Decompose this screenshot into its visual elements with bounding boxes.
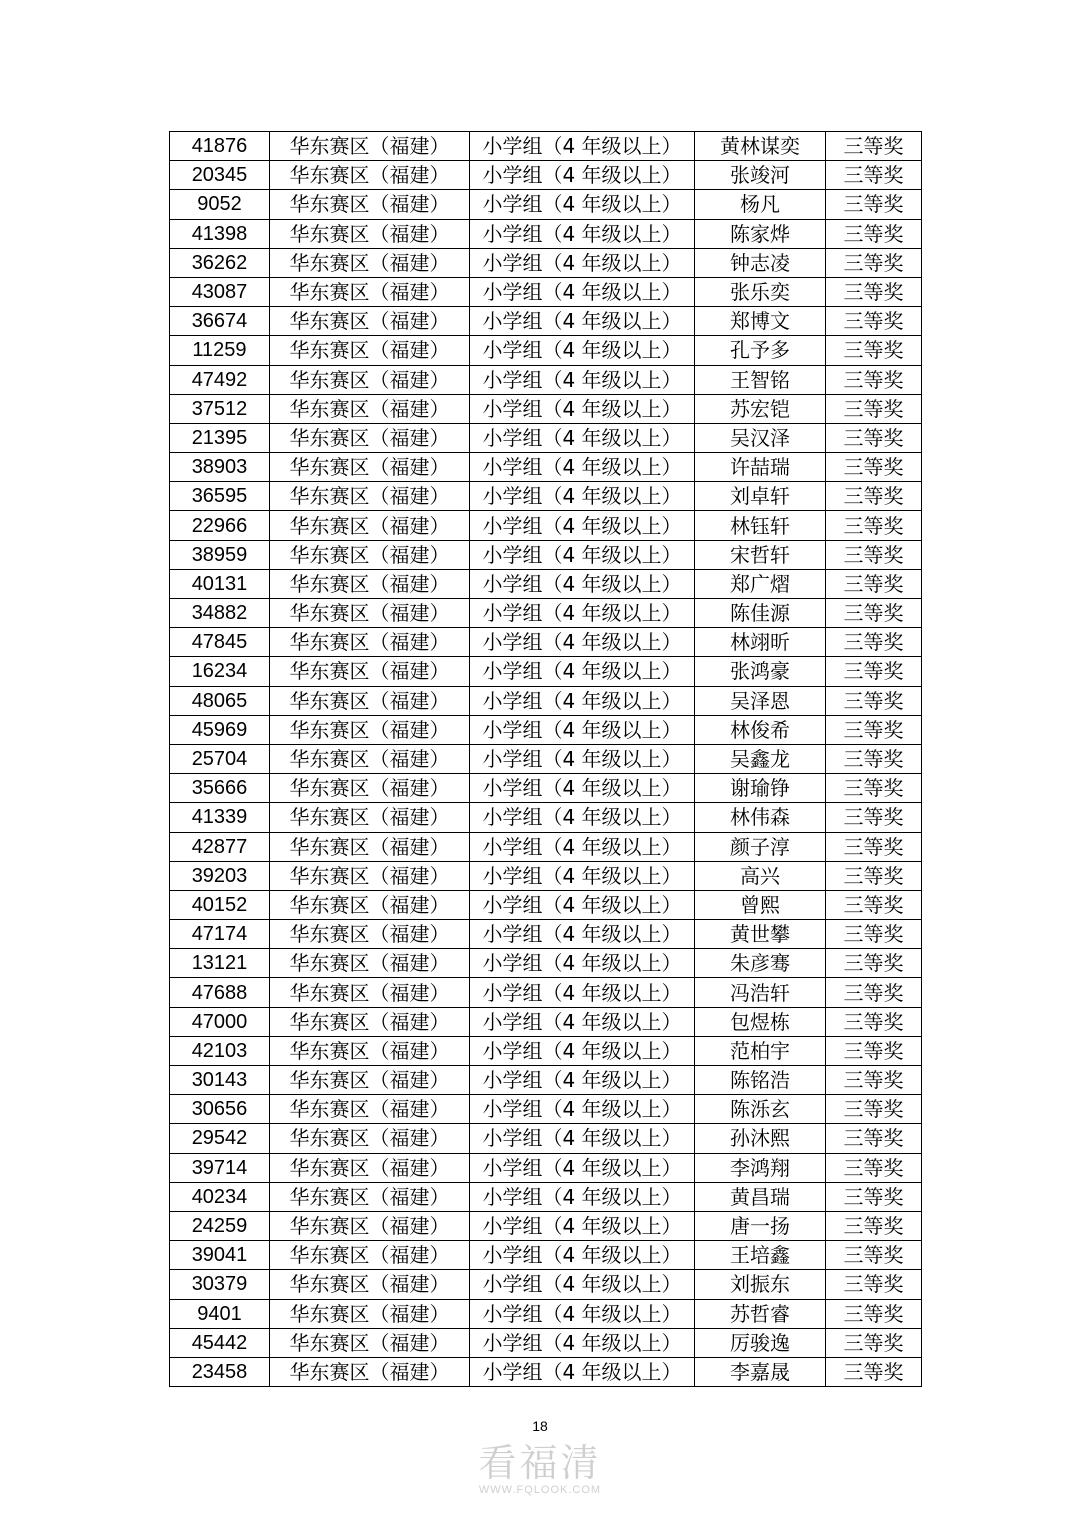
name-cell: 冯浩轩 [695, 978, 826, 1007]
participant-id-cell: 39714 [170, 1153, 270, 1182]
name-cell: 钟志凌 [695, 248, 826, 277]
region-cell: 华东赛区（福建） [270, 511, 470, 540]
group-cell: 小学组（4 年级以上） [470, 190, 695, 219]
name-cell: 范柏宇 [695, 1036, 826, 1065]
award-cell: 三等奖 [826, 1299, 922, 1328]
region-cell: 华东赛区（福建） [270, 190, 470, 219]
group-cell: 小学组（4 年级以上） [470, 774, 695, 803]
region-cell: 华东赛区（福建） [270, 540, 470, 569]
name-cell: 宋哲轩 [695, 540, 826, 569]
region-cell: 华东赛区（福建） [270, 394, 470, 423]
region-cell: 华东赛区（福建） [270, 628, 470, 657]
name-cell: 李嘉晟 [695, 1357, 826, 1386]
name-cell: 吴泽恩 [695, 686, 826, 715]
page-number: 18 [532, 1418, 548, 1434]
participant-id-cell: 9401 [170, 1299, 270, 1328]
region-cell: 华东赛区（福建） [270, 1182, 470, 1211]
award-cell: 三等奖 [826, 1270, 922, 1299]
group-cell: 小学组（4 年级以上） [470, 161, 695, 190]
region-cell: 华东赛区（福建） [270, 365, 470, 394]
participant-id-cell: 16234 [170, 657, 270, 686]
group-cell: 小学组（4 年级以上） [470, 715, 695, 744]
name-cell: 孙沐熙 [695, 1124, 826, 1153]
group-cell: 小学组（4 年级以上） [470, 949, 695, 978]
award-cell: 三等奖 [826, 628, 922, 657]
name-cell: 许喆瑞 [695, 453, 826, 482]
name-cell: 李鸿翔 [695, 1153, 826, 1182]
region-cell: 华东赛区（福建） [270, 1241, 470, 1270]
award-cell: 三等奖 [826, 132, 922, 161]
name-cell: 林翊昕 [695, 628, 826, 657]
award-cell: 三等奖 [826, 248, 922, 277]
region-cell: 华东赛区（福建） [270, 1036, 470, 1065]
group-cell: 小学组（4 年级以上） [470, 1153, 695, 1182]
award-cell: 三等奖 [826, 1095, 922, 1124]
group-cell: 小学组（4 年级以上） [470, 861, 695, 890]
region-cell: 华东赛区（福建） [270, 569, 470, 598]
group-cell: 小学组（4 年级以上） [470, 686, 695, 715]
participant-id-cell: 36595 [170, 482, 270, 511]
table-row [170, 1182, 922, 1211]
region-cell: 华东赛区（福建） [270, 132, 470, 161]
name-cell: 苏宏铠 [695, 394, 826, 423]
name-cell: 林伟森 [695, 803, 826, 832]
region-cell: 华东赛区（福建） [270, 949, 470, 978]
name-cell: 朱彦骞 [695, 949, 826, 978]
award-cell: 三等奖 [826, 307, 922, 336]
award-cell: 三等奖 [826, 1124, 922, 1153]
award-cell: 三等奖 [826, 744, 922, 773]
table-row [170, 365, 922, 394]
group-cell: 小学组（4 年级以上） [470, 1095, 695, 1124]
participant-id-cell: 38959 [170, 540, 270, 569]
award-cell: 三等奖 [826, 1153, 922, 1182]
award-cell: 三等奖 [826, 890, 922, 919]
participant-id-cell: 45442 [170, 1328, 270, 1357]
award-cell: 三等奖 [826, 1036, 922, 1065]
region-cell: 华东赛区（福建） [270, 715, 470, 744]
award-cell: 三等奖 [826, 569, 922, 598]
group-cell: 小学组（4 年级以上） [470, 803, 695, 832]
region-cell: 华东赛区（福建） [270, 657, 470, 686]
region-cell: 华东赛区（福建） [270, 599, 470, 628]
region-cell: 华东赛区（福建） [270, 1299, 470, 1328]
group-cell: 小学组（4 年级以上） [470, 248, 695, 277]
table-row [170, 1299, 922, 1328]
group-cell: 小学组（4 年级以上） [470, 628, 695, 657]
region-cell: 华东赛区（福建） [270, 423, 470, 452]
region-cell: 华东赛区（福建） [270, 248, 470, 277]
region-cell: 华东赛区（福建） [270, 1357, 470, 1386]
group-cell: 小学组（4 年级以上） [470, 832, 695, 861]
table-row [170, 1095, 922, 1124]
table-row [170, 657, 922, 686]
group-cell: 小学组（4 年级以上） [470, 365, 695, 394]
group-cell: 小学组（4 年级以上） [470, 1241, 695, 1270]
group-cell: 小学组（4 年级以上） [470, 423, 695, 452]
participant-id-cell: 41339 [170, 803, 270, 832]
table-row [170, 511, 922, 540]
table-row [170, 1007, 922, 1036]
participant-id-cell: 40152 [170, 890, 270, 919]
participant-id-cell: 34882 [170, 599, 270, 628]
table-row [170, 1241, 922, 1270]
award-cell: 三等奖 [826, 715, 922, 744]
group-cell: 小学组（4 年级以上） [470, 511, 695, 540]
table-row [170, 248, 922, 277]
award-cell: 三等奖 [826, 686, 922, 715]
participant-id-cell: 23458 [170, 1357, 270, 1386]
award-cell: 三等奖 [826, 1007, 922, 1036]
award-cell: 三等奖 [826, 1328, 922, 1357]
name-cell: 林俊希 [695, 715, 826, 744]
participant-id-cell: 41876 [170, 132, 270, 161]
group-cell: 小学组（4 年级以上） [470, 277, 695, 306]
name-cell: 郑广熠 [695, 569, 826, 598]
group-cell: 小学组（4 年级以上） [470, 540, 695, 569]
participant-id-cell: 36674 [170, 307, 270, 336]
region-cell: 华东赛区（福建） [270, 161, 470, 190]
award-cell: 三等奖 [826, 394, 922, 423]
group-cell: 小学组（4 年级以上） [470, 657, 695, 686]
group-cell: 小学组（4 年级以上） [470, 569, 695, 598]
name-cell: 吴鑫龙 [695, 744, 826, 773]
group-cell: 小学组（4 年级以上） [470, 599, 695, 628]
table-row [170, 336, 922, 365]
participant-id-cell: 47000 [170, 1007, 270, 1036]
name-cell: 陈佳源 [695, 599, 826, 628]
region-cell: 华东赛区（福建） [270, 978, 470, 1007]
award-cell: 三等奖 [826, 540, 922, 569]
table-row [170, 920, 922, 949]
group-cell: 小学组（4 年级以上） [470, 394, 695, 423]
name-cell: 刘卓轩 [695, 482, 826, 511]
participant-id-cell: 42103 [170, 1036, 270, 1065]
group-cell: 小学组（4 年级以上） [470, 307, 695, 336]
table-row [170, 744, 922, 773]
award-cell: 三等奖 [826, 599, 922, 628]
region-cell: 华东赛区（福建） [270, 774, 470, 803]
participant-id-cell: 42877 [170, 832, 270, 861]
table-row [170, 423, 922, 452]
name-cell: 孔予多 [695, 336, 826, 365]
table-row [170, 832, 922, 861]
table-row [170, 132, 922, 161]
award-cell: 三等奖 [826, 803, 922, 832]
name-cell: 包煜栋 [695, 1007, 826, 1036]
award-cell: 三等奖 [826, 161, 922, 190]
region-cell: 华东赛区（福建） [270, 686, 470, 715]
award-cell: 三等奖 [826, 861, 922, 890]
group-cell: 小学组（4 年级以上） [470, 482, 695, 511]
region-cell: 华东赛区（福建） [270, 744, 470, 773]
table-row [170, 890, 922, 919]
award-cell: 三等奖 [826, 1211, 922, 1240]
participant-id-cell: 47174 [170, 920, 270, 949]
region-cell: 华东赛区（福建） [270, 1328, 470, 1357]
table-row [170, 1066, 922, 1095]
group-cell: 小学组（4 年级以上） [470, 744, 695, 773]
name-cell: 郑博文 [695, 307, 826, 336]
participant-id-cell: 29542 [170, 1124, 270, 1153]
group-cell: 小学组（4 年级以上） [470, 920, 695, 949]
region-cell: 华东赛区（福建） [270, 277, 470, 306]
award-cell: 三等奖 [826, 1182, 922, 1211]
participant-id-cell: 36262 [170, 248, 270, 277]
table-row [170, 277, 922, 306]
name-cell: 王培鑫 [695, 1241, 826, 1270]
group-cell: 小学组（4 年级以上） [470, 1124, 695, 1153]
table-row [170, 803, 922, 832]
name-cell: 林钰轩 [695, 511, 826, 540]
award-cell: 三等奖 [826, 453, 922, 482]
table-row [170, 774, 922, 803]
award-table [169, 131, 922, 1387]
name-cell: 黄林谋奕 [695, 132, 826, 161]
award-cell: 三等奖 [826, 920, 922, 949]
award-cell: 三等奖 [826, 1066, 922, 1095]
name-cell: 陈铭浩 [695, 1066, 826, 1095]
participant-id-cell: 47492 [170, 365, 270, 394]
award-cell: 三等奖 [826, 1241, 922, 1270]
group-cell: 小学组（4 年级以上） [470, 219, 695, 248]
group-cell: 小学组（4 年级以上） [470, 336, 695, 365]
name-cell: 杨凡 [695, 190, 826, 219]
name-cell: 高兴 [695, 861, 826, 890]
participant-id-cell: 20345 [170, 161, 270, 190]
group-cell: 小学组（4 年级以上） [470, 978, 695, 1007]
table-row [170, 628, 922, 657]
name-cell: 张乐奕 [695, 277, 826, 306]
participant-id-cell: 30143 [170, 1066, 270, 1095]
table-row [170, 1036, 922, 1065]
region-cell: 华东赛区（福建） [270, 1153, 470, 1182]
name-cell: 颜子淳 [695, 832, 826, 861]
name-cell: 刘振东 [695, 1270, 826, 1299]
table-row [170, 482, 922, 511]
name-cell: 唐一扬 [695, 1211, 826, 1240]
table-row [170, 190, 922, 219]
award-cell: 三等奖 [826, 978, 922, 1007]
participant-id-cell: 30379 [170, 1270, 270, 1299]
participant-id-cell: 13121 [170, 949, 270, 978]
participant-id-cell: 39203 [170, 861, 270, 890]
table-row [170, 1124, 922, 1153]
participant-id-cell: 22966 [170, 511, 270, 540]
region-cell: 华东赛区（福建） [270, 1124, 470, 1153]
table-row [170, 861, 922, 890]
table-row [170, 1211, 922, 1240]
table-row [170, 569, 922, 598]
table-row [170, 599, 922, 628]
participant-id-cell: 45969 [170, 715, 270, 744]
region-cell: 华东赛区（福建） [270, 1095, 470, 1124]
table-row [170, 978, 922, 1007]
participant-id-cell: 24259 [170, 1211, 270, 1240]
region-cell: 华东赛区（福建） [270, 861, 470, 890]
name-cell: 张鸿豪 [695, 657, 826, 686]
region-cell: 华东赛区（福建） [270, 219, 470, 248]
name-cell: 吴汉泽 [695, 423, 826, 452]
table-row [170, 1270, 922, 1299]
group-cell: 小学组（4 年级以上） [470, 1182, 695, 1211]
group-cell: 小学组（4 年级以上） [470, 1299, 695, 1328]
participant-id-cell: 30656 [170, 1095, 270, 1124]
group-cell: 小学组（4 年级以上） [470, 1036, 695, 1065]
name-cell: 曾熙 [695, 890, 826, 919]
award-cell: 三等奖 [826, 336, 922, 365]
name-cell: 苏哲睿 [695, 1299, 826, 1328]
award-cell: 三等奖 [826, 832, 922, 861]
award-cell: 三等奖 [826, 482, 922, 511]
table-row [170, 1328, 922, 1357]
participant-id-cell: 41398 [170, 219, 270, 248]
name-cell: 陈家烨 [695, 219, 826, 248]
region-cell: 华东赛区（福建） [270, 1007, 470, 1036]
award-cell: 三等奖 [826, 219, 922, 248]
region-cell: 华东赛区（福建） [270, 336, 470, 365]
region-cell: 华东赛区（福建） [270, 482, 470, 511]
participant-id-cell: 40234 [170, 1182, 270, 1211]
name-cell: 王智铭 [695, 365, 826, 394]
table-row [170, 453, 922, 482]
name-cell: 谢瑜铮 [695, 774, 826, 803]
table-row [170, 307, 922, 336]
award-cell: 三等奖 [826, 423, 922, 452]
region-cell: 华东赛区（福建） [270, 453, 470, 482]
table-row [170, 161, 922, 190]
participant-id-cell: 48065 [170, 686, 270, 715]
group-cell: 小学组（4 年级以上） [470, 453, 695, 482]
name-cell: 陈泺玄 [695, 1095, 826, 1124]
group-cell: 小学组（4 年级以上） [470, 1211, 695, 1240]
table-row [170, 949, 922, 978]
table-row [170, 540, 922, 569]
participant-id-cell: 47688 [170, 978, 270, 1007]
award-cell: 三等奖 [826, 1357, 922, 1386]
region-cell: 华东赛区（福建） [270, 832, 470, 861]
group-cell: 小学组（4 年级以上） [470, 1328, 695, 1357]
watermark-url: WWW.FQLOOK.COM [478, 1484, 602, 1496]
participant-id-cell: 37512 [170, 394, 270, 423]
name-cell: 黄昌瑞 [695, 1182, 826, 1211]
table-row [170, 394, 922, 423]
participant-id-cell: 21395 [170, 423, 270, 452]
region-cell: 华东赛区（福建） [270, 803, 470, 832]
group-cell: 小学组（4 年级以上） [470, 132, 695, 161]
name-cell: 张竣河 [695, 161, 826, 190]
award-cell: 三等奖 [826, 774, 922, 803]
participant-id-cell: 47845 [170, 628, 270, 657]
watermark-text: 看福清 [478, 1441, 602, 1485]
participant-id-cell: 9052 [170, 190, 270, 219]
region-cell: 华东赛区（福建） [270, 1211, 470, 1240]
group-cell: 小学组（4 年级以上） [470, 1007, 695, 1036]
award-table-body [170, 132, 922, 1387]
group-cell: 小学组（4 年级以上） [470, 1066, 695, 1095]
award-cell: 三等奖 [826, 511, 922, 540]
group-cell: 小学组（4 年级以上） [470, 1270, 695, 1299]
watermark-logo [465, 1442, 615, 1496]
participant-id-cell: 39041 [170, 1241, 270, 1270]
award-cell: 三等奖 [826, 657, 922, 686]
participant-id-cell: 43087 [170, 277, 270, 306]
table-row [170, 1153, 922, 1182]
table-row [170, 715, 922, 744]
name-cell: 厉骏逸 [695, 1328, 826, 1357]
award-cell: 三等奖 [826, 190, 922, 219]
region-cell: 华东赛区（福建） [270, 920, 470, 949]
table-row [170, 219, 922, 248]
region-cell: 华东赛区（福建） [270, 307, 470, 336]
award-cell: 三等奖 [826, 277, 922, 306]
participant-id-cell: 11259 [170, 336, 270, 365]
award-cell: 三等奖 [826, 949, 922, 978]
table-row [170, 686, 922, 715]
award-cell: 三等奖 [826, 365, 922, 394]
participant-id-cell: 38903 [170, 453, 270, 482]
region-cell: 华东赛区（福建） [270, 890, 470, 919]
region-cell: 华东赛区（福建） [270, 1270, 470, 1299]
name-cell: 黄世攀 [695, 920, 826, 949]
group-cell: 小学组（4 年级以上） [470, 1357, 695, 1386]
region-cell: 华东赛区（福建） [270, 1066, 470, 1095]
participant-id-cell: 40131 [170, 569, 270, 598]
participant-id-cell: 35666 [170, 774, 270, 803]
participant-id-cell: 25704 [170, 744, 270, 773]
table-row [170, 1357, 922, 1386]
group-cell: 小学组（4 年级以上） [470, 890, 695, 919]
